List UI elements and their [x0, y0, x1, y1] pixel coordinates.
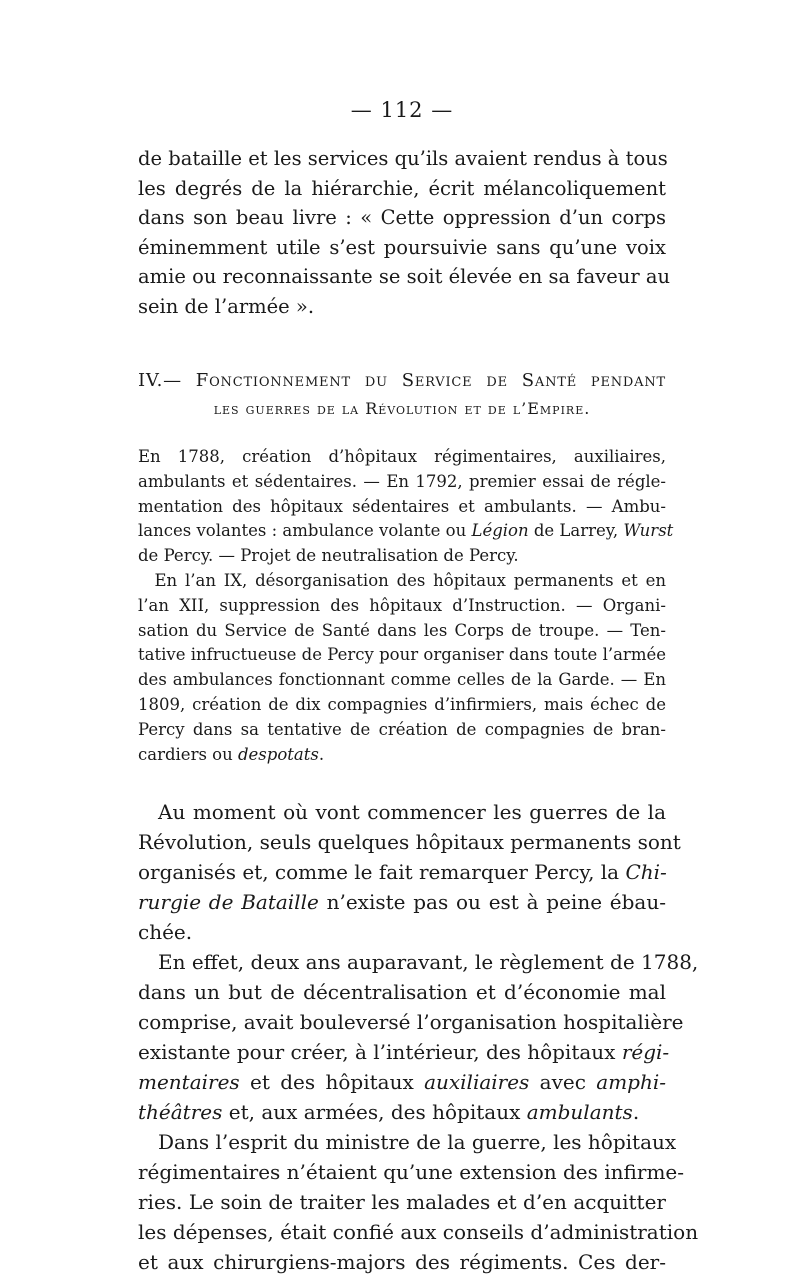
page-number: — 112 — [350, 98, 454, 122]
body-text-run: Au moment où vont commencer les guerres de la [158, 800, 666, 825]
body-text-run: avec [529, 1070, 597, 1095]
italic-term: Chi- [625, 860, 667, 885]
body-line: régimentaires n’étaient qu’une extension des infirme- [138, 1160, 684, 1185]
summary-line: de Percy. — Projet de neutralisation de Percy. [138, 546, 519, 566]
summary-text: de Larrey, [528, 521, 624, 541]
italic-term: mentaires [138, 1070, 240, 1095]
italic-term: amphi- [596, 1070, 666, 1095]
summary-line [138, 519, 674, 544]
summary-line: mentation des hôpitaux sédentaires et ambulants. — Ambu- [138, 496, 666, 516]
body-line [138, 1037, 670, 1067]
body-line [138, 1097, 666, 1127]
body-line: Révolution, seuls quelques hôpitaux permanents sont [138, 830, 681, 855]
italic-term: despotats [237, 744, 319, 764]
text-line: de bataille et les services qu’ils avaient rendus à tous [138, 147, 668, 170]
book-page [138, 98, 699, 1277]
italic-term: auxiliaires [424, 1070, 530, 1095]
text-line: sein de l’armée ». [138, 294, 315, 318]
body-line: ries. Le soin de traiter les malades et d’en acquitter [138, 1190, 666, 1215]
text-line: dans son beau livre : « Cette oppression d’un corps [138, 206, 666, 229]
summary-line: 1809, création de dix compagnies d’infirmiers, mais échec de [138, 694, 666, 714]
summary-line: Percy dans sa tentative de création de compagnies de bran- [138, 719, 666, 739]
body-text-run: . [632, 1100, 640, 1125]
summary-line: des ambulances fonctionnant comme celles de la Garde. — En [138, 670, 666, 690]
body-line [138, 857, 666, 887]
body-line: comprise, avait bouleversé l’organisation hospitalière [138, 1010, 684, 1035]
summary-text: . [318, 744, 325, 764]
body-text [138, 797, 699, 1277]
body-text-run: n’existe pas ou est à peine ébau- [318, 890, 666, 915]
section-heading-line: IV.— Fonctionnement du Service de Santé pendant [138, 370, 666, 391]
body-text-run: existante pour créer, à l’intérieur, des hôpitaux [138, 1040, 622, 1065]
body-line [138, 887, 666, 917]
body-text-run: et, aux armées, des hôpitaux [222, 1100, 527, 1125]
body-text-run: Dans l’esprit du ministre de la guerre, les hôpitaux [158, 1130, 677, 1155]
body-line: dans un but de décentralisation et d’économie mal [138, 980, 666, 1005]
summary-line [138, 743, 666, 768]
intro-paragraph [138, 144, 671, 321]
italic-term: théâtres [138, 1100, 223, 1125]
body-line: et aux chirurgiens-majors des régiments. Ces der- [138, 1250, 666, 1275]
body-text-run: et des hôpitaux [239, 1070, 425, 1095]
summary-line: tative infructueuse de Percy pour organiser dans toute l’armée [138, 645, 666, 665]
body-text-run: En effet, deux ans auparavant, le règlement de 1788, [158, 950, 699, 975]
italic-term: ambulants [526, 1100, 633, 1125]
italic-term: Wurst [623, 521, 674, 541]
summary-line [138, 569, 666, 594]
text-line: les degrés de la hiérarchie, écrit mélancoliquement [138, 176, 666, 200]
body-line [138, 947, 699, 977]
section-heading [138, 367, 666, 423]
summary-text: lances volantes : ambulance volante ou [138, 521, 472, 541]
summary-line: En 1788, création d’hôpitaux régimentaires, auxiliaires, [138, 447, 666, 466]
body-text-run: organisés et, comme le fait remarquer Percy, la [138, 860, 626, 885]
text-line: éminemment utile s’est poursuivie sans qu’une voix [138, 235, 666, 259]
summary-line: l’an XII, suppression des hôpitaux d’Instruction. — Organi- [138, 595, 666, 615]
body-line [138, 797, 666, 827]
summary-text: En l’an IX, désorganisation des hôpitaux permanents et en [154, 570, 666, 590]
italic-term: régi- [621, 1040, 670, 1065]
summary-text: cardiers ou [138, 744, 238, 764]
body-line: chée. [138, 920, 193, 945]
body-line [138, 1127, 677, 1157]
italic-term: Légion [471, 521, 529, 541]
summary-line: sation du Service de Santé dans les Corps de troupe. — Ten- [138, 620, 666, 640]
section-summary [138, 445, 674, 767]
text-line: amie ou reconnaissante se soit élevée en sa faveur au [138, 265, 671, 288]
body-line: les dépenses, était confié aux conseils d’administration [138, 1220, 699, 1245]
body-line [138, 1067, 666, 1097]
section-heading-line: les guerres de la Révolution et de l’Empire. [213, 399, 591, 418]
summary-line: ambulants et sédentaires. — En 1792, premier essai de régle- [138, 471, 666, 491]
italic-term: rurgie de Bataille [138, 890, 319, 915]
